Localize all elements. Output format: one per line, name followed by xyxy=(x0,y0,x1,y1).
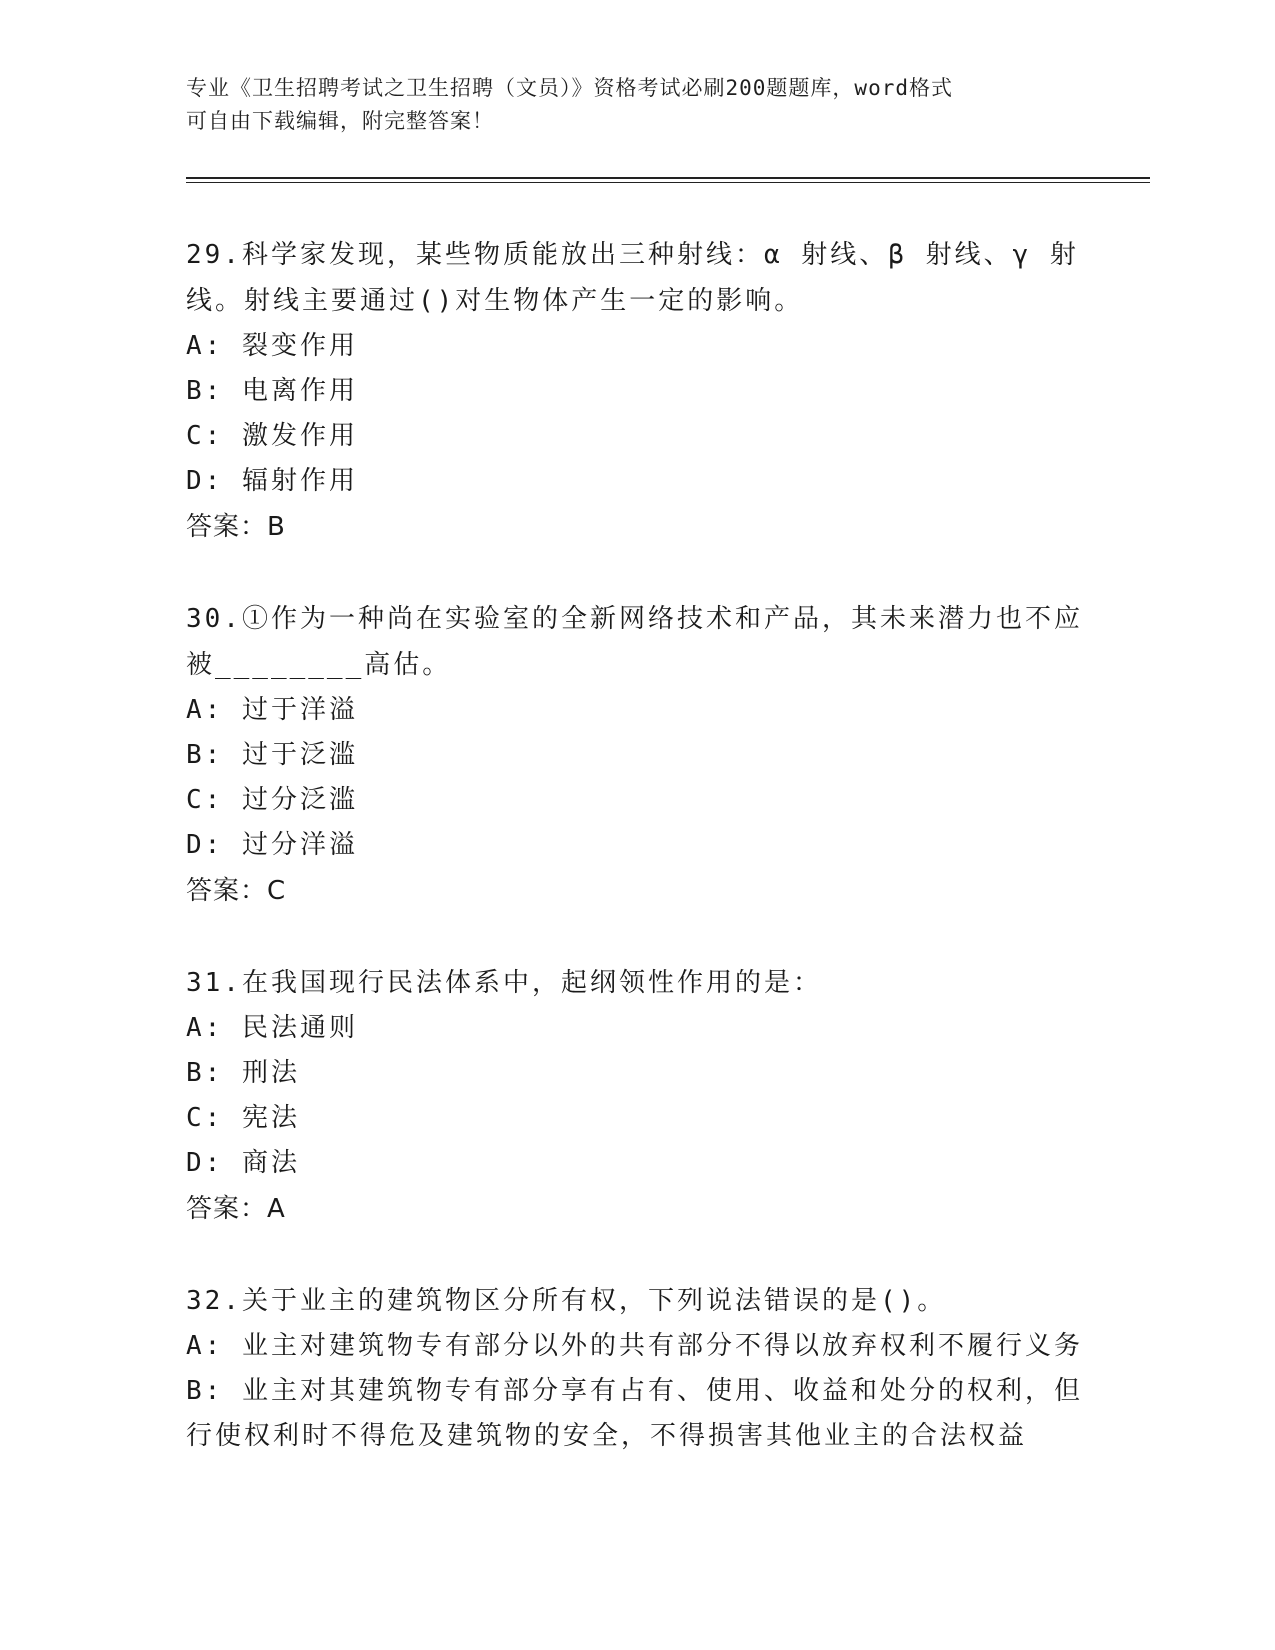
option-a: A: 民法通则 xyxy=(186,1013,358,1043)
option-c: C: 过分泛滥 xyxy=(186,785,358,815)
question-29 xyxy=(186,232,1086,550)
option-d: D: 商法 xyxy=(186,1148,300,1178)
option-a: A: 裂变作用 xyxy=(186,331,358,361)
question-32 xyxy=(186,1278,1086,1459)
question-text: 32.关于业主的建筑物区分所有权，下列说法错误的是()。 xyxy=(186,1286,947,1316)
option-b: B: 业主对其建筑物专有部分享有占有、使用、收益和处分的权利，但行使权利时不得危及建筑物的安全，不得损害其他业主的合法权益 xyxy=(186,1376,1083,1451)
header-line-2: 可自由下载编辑，附完整答案！ xyxy=(186,109,494,133)
question-text: 31.在我国现行民法体系中，起纲领性作用的是： xyxy=(186,968,822,998)
question-text: 30.①作为一种尚在实验室的全新网络技术和产品，其未来潜力也不应被________高估。 xyxy=(186,604,1083,680)
option-d: D: 过分洋溢 xyxy=(186,830,358,860)
question-31 xyxy=(186,960,1086,1232)
header-line-1: 专业《卫生招聘考试之卫生招聘（文员）》资格考试必刷200题题库，word格式 xyxy=(186,76,953,100)
option-b: B: 过于泛滥 xyxy=(186,740,358,770)
option-b: B: 刑法 xyxy=(186,1058,300,1088)
question-text: 29.科学家发现，某些物质能放出三种射线：α 射线、β 射线、γ 射线。射线主要通过()对生物体产生一定的影响。 xyxy=(186,240,1079,316)
question-list xyxy=(186,232,1086,1505)
answer: 答案：A xyxy=(186,1194,286,1224)
option-c: C: 宪法 xyxy=(186,1103,300,1133)
answer: 答案：C xyxy=(186,876,287,906)
option-a: A: 过于洋溢 xyxy=(186,695,358,725)
question-30 xyxy=(186,596,1086,914)
document-header xyxy=(186,72,1066,138)
option-b: B: 电离作用 xyxy=(186,376,358,406)
option-a: A: 业主对建筑物专有部分以外的共有部分不得以放弃权利不履行义务 xyxy=(186,1331,1083,1361)
option-c: C: 激发作用 xyxy=(186,421,358,451)
header-divider-thin xyxy=(186,182,1150,183)
option-d: D: 辐射作用 xyxy=(186,466,358,496)
answer: 答案：B xyxy=(186,512,286,542)
header-divider-thick xyxy=(186,177,1150,179)
